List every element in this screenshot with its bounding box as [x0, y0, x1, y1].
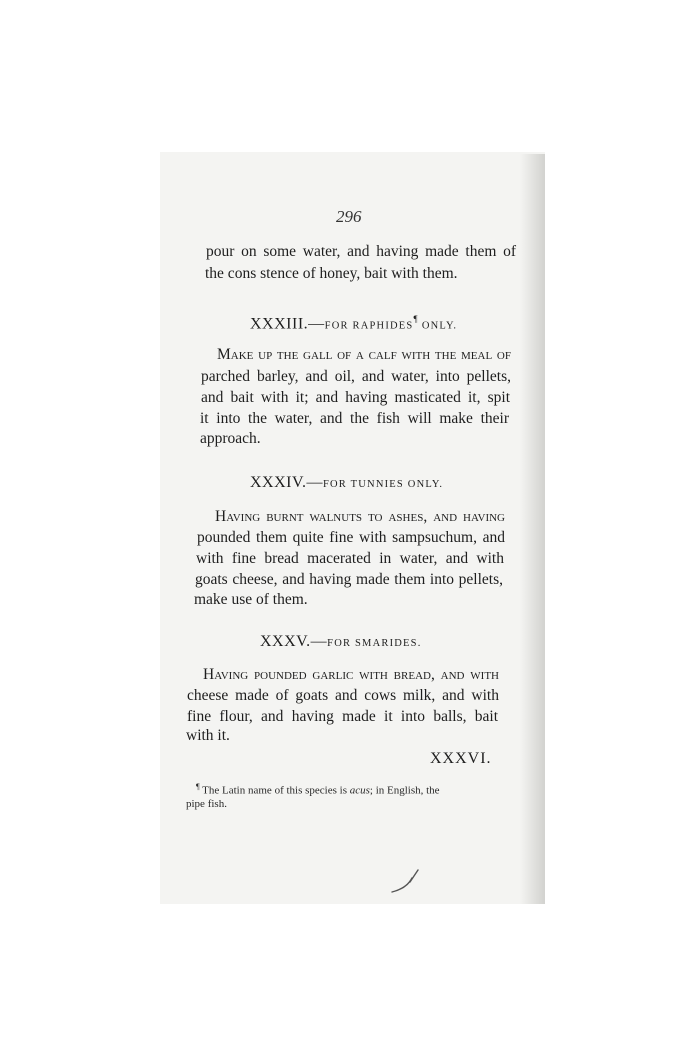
section-35-line-3: fine flour, and having made it into balls, bait [187, 708, 498, 725]
section-34-line-3: with fine bread macerated in water, and with [196, 550, 504, 567]
section-33-line-3: and bait with it; and having masticated it, spit [201, 389, 510, 406]
section-34-line-4: goats cheese, and having made them into pellets, [195, 571, 503, 588]
section-35-line-2: cheese made of goats and cows milk, and with [187, 687, 499, 704]
section-34-line-1: Having burnt walnuts to ashes, and having [215, 508, 505, 525]
section-34-line-5: make use of them. [194, 591, 308, 608]
section-34-dash: — [306, 474, 323, 491]
section-35-line-1: Having pounded garlic with bread, and with [203, 666, 499, 683]
section-35-dash: — [310, 633, 328, 650]
footnote-italic-term: acus [349, 784, 370, 797]
section-33-line-1: Make up the gall of a calf with the meal of [217, 346, 511, 363]
continuation-line-1: pour on some water, and having made them of [206, 243, 516, 260]
footnote-text-a: The Latin name of this species is [199, 784, 350, 797]
section-34-number: XXXIV. [250, 474, 307, 491]
footnote-mark: ¶ [196, 782, 200, 791]
section-34-heading [250, 474, 443, 492]
section-34-line-2: pounded them quite fine with sampsuchum, and [197, 529, 505, 546]
section-33-dash: — [308, 315, 325, 333]
page-number: 296 [336, 207, 362, 226]
catchword: XXXVI. [430, 750, 492, 767]
section-35-number: XXXV. [260, 633, 311, 650]
section-33-title-end: ONLY. [418, 320, 458, 332]
section-34-title: FOR TUNNIES ONLY. [322, 479, 444, 490]
section-33-line-4: it into the water, and the fish will make their [200, 410, 509, 427]
footnote-text-b: ; in English, the [369, 784, 440, 797]
footnote-line-1 [196, 783, 440, 797]
ink-flourish-mark [388, 868, 424, 896]
section-33-number: XXXIII. [250, 315, 309, 333]
section-33-title: FOR RAPHIDES [324, 320, 414, 332]
continuation-line-2: the cons stence of honey, bait with them. [205, 265, 458, 282]
section-35-title: FOR SMARIDES. [327, 638, 422, 649]
section-33-line-2: parched barley, and oil, and water, into pellets, [201, 368, 511, 385]
section-33-note-mark: ¶ [413, 314, 419, 324]
section-35-heading [260, 633, 422, 651]
section-33-line-5: approach. [200, 430, 261, 447]
footnote-line-2: pipe fish. [186, 798, 227, 810]
section-33-heading [250, 314, 457, 333]
page-edge-shadow [520, 154, 545, 904]
section-35-line-4: with it. [186, 727, 230, 744]
